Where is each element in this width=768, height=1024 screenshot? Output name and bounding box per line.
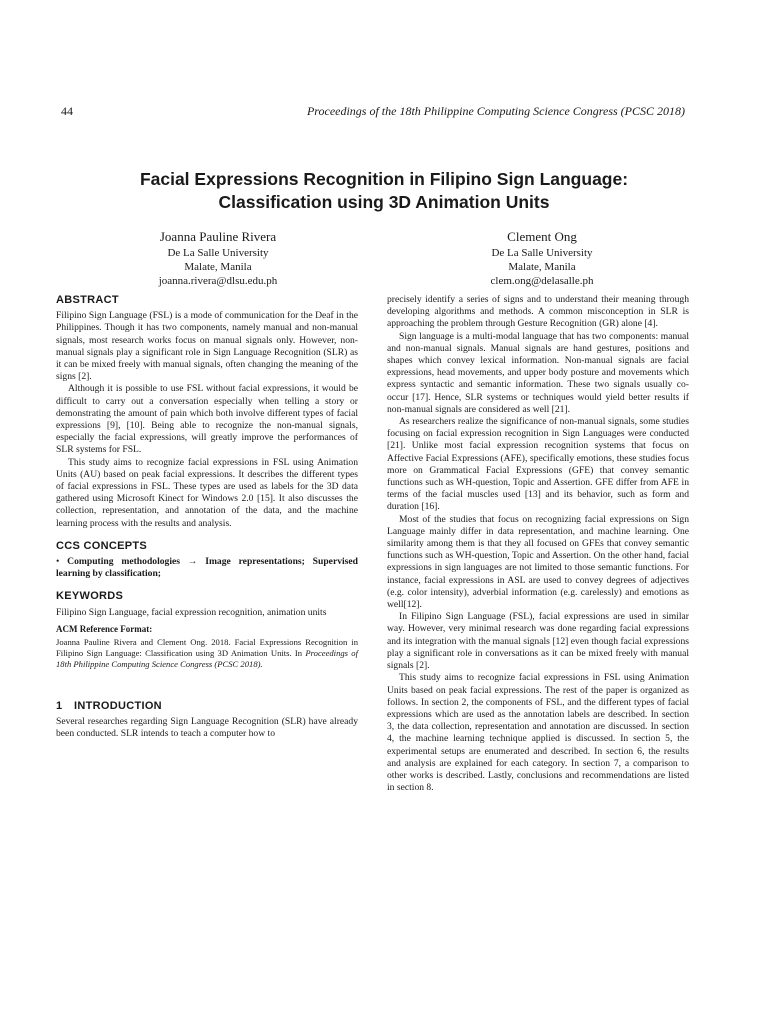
page-number: 44 (61, 104, 73, 118)
intro-number: 1 (56, 700, 63, 713)
intro-title: INTRODUCTION (74, 700, 162, 713)
author-name: Clement Ong (507, 229, 577, 244)
body-paragraph: precisely identify a series of signs and to understand their meaning through developing algorithms and methods. A common misconception in SLR is approaching the problem through Gesture Recognition (GR) alone [4]. (387, 294, 689, 330)
title-line-1: Facial Expressions Recognition in Filipino Sign Language: (139, 169, 629, 189)
body-paragraph: In Filipino Sign Language (FSL), facial expressions are used in similar way. However, very minimal research was done regarding facial expressions and its integration with the manual signals [12] even though facial expressions play a significant role in conversations as it can be mixed freely with manual signals [2]. (387, 611, 689, 672)
body-paragraph: Sign language is a multi-modal language that has two components: manual and non-manual signals. Manual signals are hand gestures, positions and shapes which convey lexical information. Non-manual signals are facial expressions, head movements, and upper body posture and movements which express syntactic and semantic information. These two signals usually co-occur [17]. Hence, SLR systems or techniques would yield better results if non-manual signals are considered as well [21]. (387, 330, 689, 415)
author-affiliation: De La Salle University (491, 247, 593, 259)
abstract-paragraph: Although it is possible to use FSL without facial expressions, it would be difficult to carry out a conversation especially when telling a story or demonstrating the amount of pain which both involve different types of facial expressions [9], [10]. Being able to recognize the non-manual signals, especially the facial expressions, will greatly improve the performances of SLR systems for FSL. (56, 383, 358, 456)
author-location: Malate, Manila (508, 261, 576, 273)
author-location: Malate, Manila (184, 261, 252, 273)
acm-ref-heading: ACM Reference Format: (56, 623, 153, 634)
acm-ref-body: Joanna Pauline Rivera and Clement Ong. 2018. Facial Expressions Recognition in Filipino Sign Language: Classification using 3D Animation Units. In (56, 637, 358, 659)
paper-title (0, 168, 768, 214)
left-column (56, 294, 358, 741)
ccs-bullet: • (56, 556, 60, 568)
author-email: joanna.rivera@dlsu.edu.ph (158, 275, 278, 287)
author-affiliation: De La Salle University (167, 247, 269, 259)
right-column (387, 294, 689, 794)
ccs-concepts (56, 556, 358, 580)
body-paragraph: Most of the studies that focus on recognizing facial expressions on Sign Language mainly differ in data representation, and machine learning. One similarity among them is that they all focused on GFEs that convey semantic functions such as WH-question, Topic and Assertion. On the other hand, facial expressions in sign languages are not limited to those semantic functions. For instance, facial expressions in ASL are used to convey degrees of adjectives (e.g. color intensity), adverbial information (e.g. carelessly) and emotions as well[12]. (387, 513, 689, 611)
author-name: Joanna Pauline Rivera (159, 229, 277, 244)
ccs-heading: CCS CONCEPTS (56, 539, 147, 552)
ccs-text: Computing methodologies → Image representations; Supervised learning by classification; (56, 556, 358, 580)
keywords-text: Filipino Sign Language, facial expression recognition, animation units (56, 606, 327, 618)
proceedings-title: Proceedings of the 18th Philippine Computing Science Congress (PCSC 2018) (306, 104, 685, 118)
abstract-heading: ABSTRACT (56, 294, 119, 306)
abstract-paragraph: Filipino Sign Language (FSL) is a mode of communication for the Deaf in the Philippines. Though it has two components, namely manual and non-manual signals, most research works focus on manual signals only. However, non-manual signals play a significant role in Sign Language Recognition (SLR) as it can be mixed freely with manual signals, often changing the meaning of the signs [2]. (56, 310, 358, 383)
keywords-heading: KEYWORDS (56, 590, 124, 603)
body-paragraph: This study aims to recognize facial expressions in FSL using Animation Units based on peak facial expressions. The rest of the paper is organized as follows. In section 2, the components of FSL, and the different types of facial expressions which are used as the annotation labels are described. In section 3, the data collection, representation and annotation are discussed. In section 4, the machine learning technique applied is discussed. In section 5, the experimental setups are enumerated and described. In section 6, the results and analysis are explained for each category. In section 7, a comparison to other works is described. Lastly, conclusions and recommendations are listed in section 8. (387, 672, 689, 794)
intro-heading (56, 700, 358, 712)
acm-ref-venue: Proceedings of 18th Philippine Computing Science Congress (PCSC 2018). (56, 648, 358, 670)
intro-paragraph: Several researches regarding Sign Language Recognition (SLR) have already been conducted. SLR intends to teach a computer how to (56, 716, 358, 740)
title-line-2: Classification using 3D Animation Units (218, 192, 550, 212)
author-block-1 (78, 228, 358, 288)
author-block-2 (402, 228, 682, 288)
acm-ref-text (56, 637, 358, 670)
abstract-paragraph: This study aims to recognize facial expressions in FSL using Animation Units (AU) based on peak facial expressions. It describes the different types of facial expressions in FSL. These types are used as labels for the 3D data gathered using Microsoft Kinect for Windows 2.0 [15]. It also discusses the collection, representation, and annotation of the data, and the machine learning process with the results and analysis. (56, 456, 358, 529)
author-email: clem.ong@delasalle.ph (490, 275, 594, 287)
running-header (61, 104, 685, 122)
body-paragraph: As researchers realize the significance of non-manual signals, some studies focusing on facial expression recognition in Sign Languages were conducted [21]. Unlike most facial expression recognition systems that focus on Affective Facial Expressions (AFE), specifically emotions, these studies focus more on Grammatical Facial Expressions (GFE) that convey semantic functions such as WH-question, Topic and Assertion. GFE differ from AFE in terms of the facial muscles used [13] and its behavior, such as form and duration [16]. (387, 416, 689, 513)
